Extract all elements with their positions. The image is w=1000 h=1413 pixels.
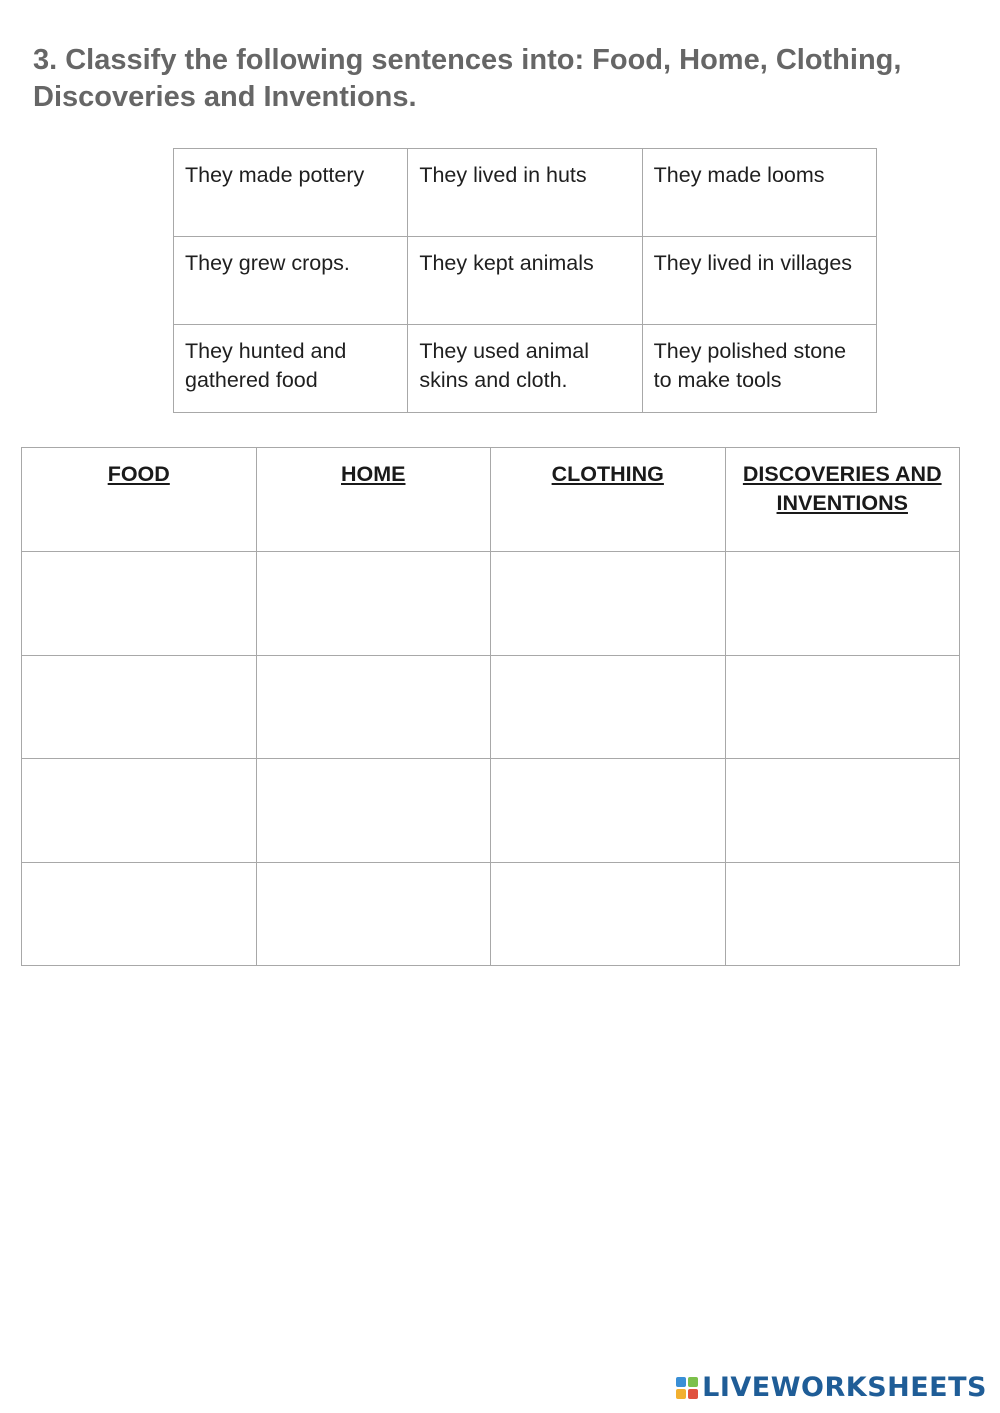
answer-drop-cell-clothing[interactable] [491,862,726,966]
answer-row [22,552,960,656]
answer-drop-cell-food[interactable] [22,655,257,759]
sentence-cell[interactable]: They hunted and gathered food [174,325,408,413]
sentence-row [174,149,877,237]
logo-tile [676,1377,686,1387]
classification-table [21,447,960,966]
answer-drop-cell-discoveries[interactable] [725,862,960,966]
answer-drop-cell-home[interactable] [256,862,491,966]
sentence-cell[interactable]: They made looms [642,149,876,237]
answer-drop-cell-clothing[interactable] [491,552,726,656]
answer-drop-cell-discoveries[interactable] [725,759,960,863]
sentence-cell[interactable]: They kept animals [408,237,642,325]
sentence-cell[interactable]: They made pottery [174,149,408,237]
logo-tile [688,1377,698,1387]
sentence-bank-table [173,148,877,413]
answer-drop-cell-home[interactable] [256,759,491,863]
answer-row [22,655,960,759]
answer-row [22,759,960,863]
sentence-cell[interactable]: They lived in huts [408,149,642,237]
answer-drop-cell-food[interactable] [22,552,257,656]
answer-drop-cell-clothing[interactable] [491,655,726,759]
category-header-discoveries: DISCOVERIES AND INVENTIONS [725,448,960,552]
sentence-row [174,325,877,413]
sentence-cell[interactable]: They lived in villages [642,237,876,325]
liveworksheets-logo-icon [676,1377,698,1399]
category-header-clothing: CLOTHING [491,448,726,552]
answer-drop-cell-food[interactable] [22,759,257,863]
liveworksheets-brand [676,1373,987,1403]
answer-row [22,862,960,966]
heading-line-1: 3. Classify the following sentences into: Food, Home, Clothing, [33,44,902,76]
brand-name: LIVEWORKSHEETS [702,1372,987,1403]
logo-tile [688,1389,698,1399]
answer-drop-cell-clothing[interactable] [491,759,726,863]
logo-tile [676,1389,686,1399]
category-header-row [22,448,960,552]
sentence-cell[interactable]: They grew crops. [174,237,408,325]
sentence-row [174,237,877,325]
sentence-cell[interactable]: They used animal skins and cloth. [408,325,642,413]
answer-drop-cell-discoveries[interactable] [725,552,960,656]
sentence-cell[interactable]: They polished stone to make tools [642,325,876,413]
answer-drop-cell-home[interactable] [256,655,491,759]
category-header-food: FOOD [22,448,257,552]
heading-line-2: Discoveries and Inventions. [33,81,417,113]
answer-drop-cell-food[interactable] [22,862,257,966]
instruction-heading [33,42,973,116]
answer-drop-cell-home[interactable] [256,552,491,656]
answer-drop-cell-discoveries[interactable] [725,655,960,759]
category-header-home: HOME [256,448,491,552]
